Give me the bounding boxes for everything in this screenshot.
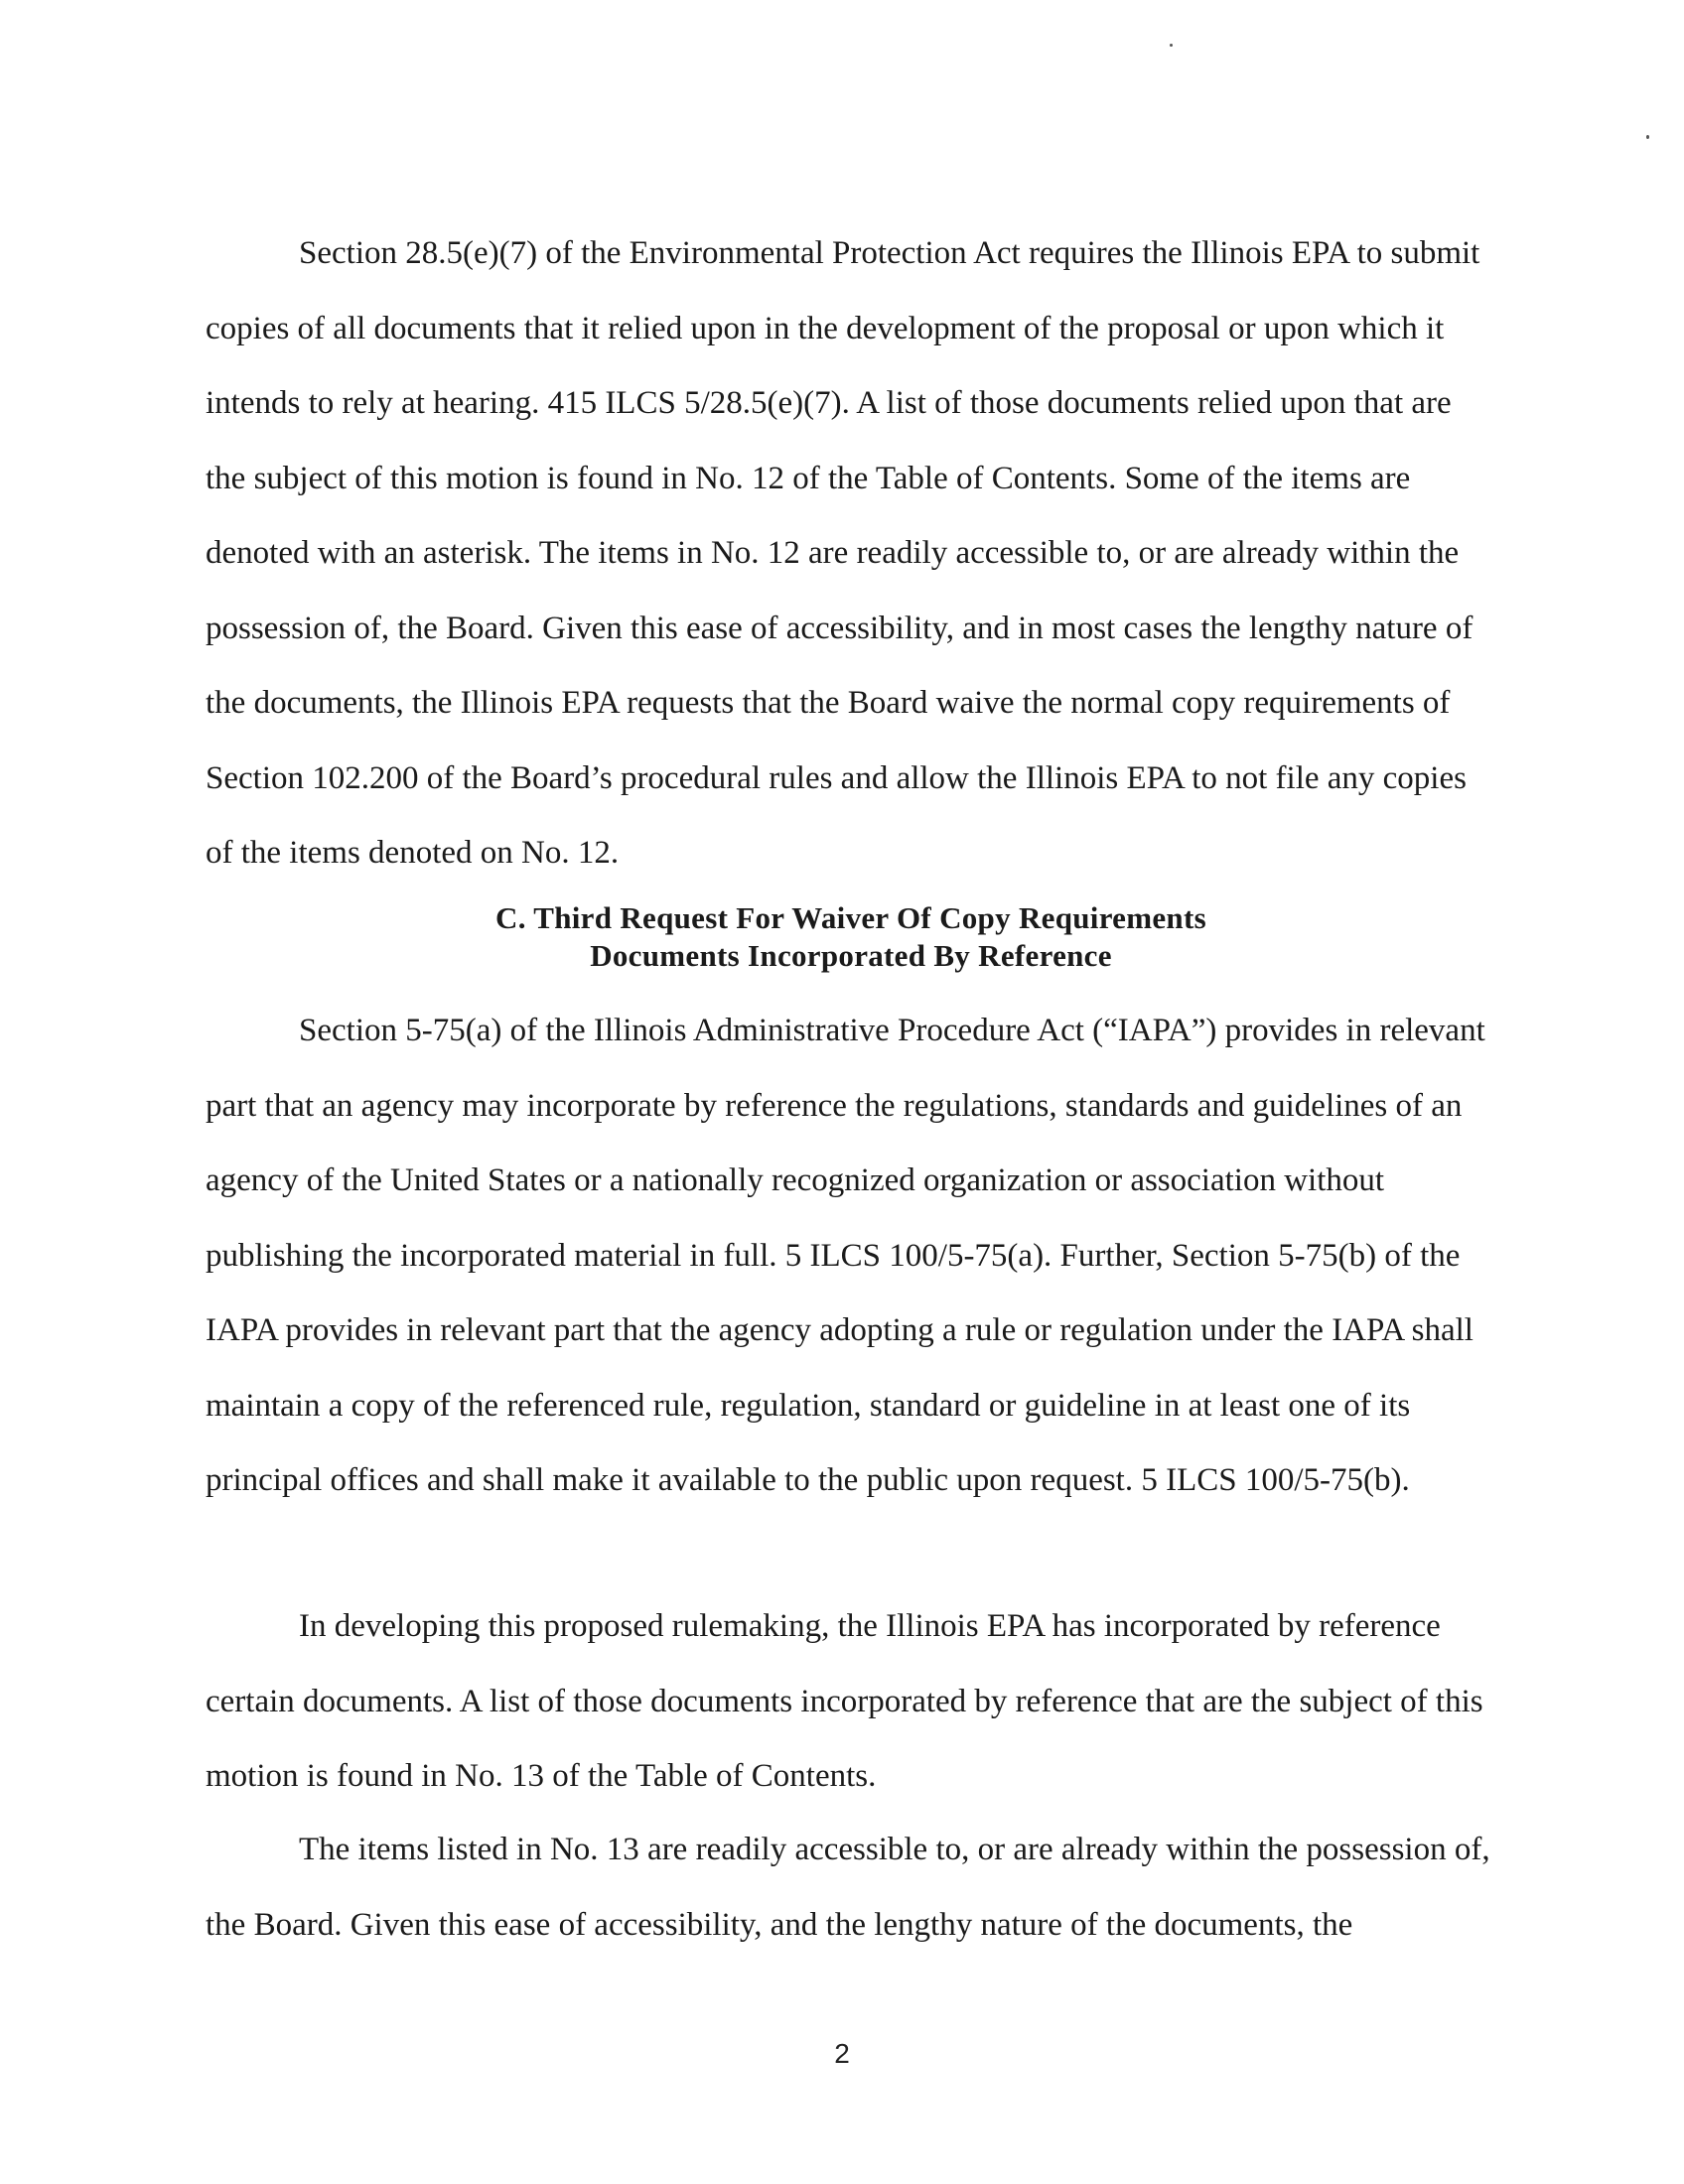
body-paragraph: Section 28.5(e)(7) of the Environmental Protection Act requires the Illinois EPA to submit copies of all documents that it relied upon in the development of the proposal or upon which it intends to rely at hearing. 415 ILCS 5/28.5(e)(7). A list of those documents relied upon that are the subject of this motion is found in No. 12 of the Table of Contents. Some of the items are denoted with an asterisk. The items in No. 12 are readily accessible to, or are already within the possession of, the Board. Given this ease of accessibility, and in most cases the lengthy nature of the documents, the Illinois EPA requests that the Board waive the normal copy requirements of Section 102.200 of the Board’s procedural rules and allow the Illinois EPA to not file any copies of the items denoted on No. 12.	[206, 235, 1480, 871]
body-paragraph-block	[206, 1813, 1496, 1963]
section-heading	[206, 899, 1496, 975]
section-heading-line: C. Third Request For Waiver Of Copy Requirements	[495, 900, 1206, 935]
body-paragraph: In developing this proposed rulemaking, the Illinois EPA has incorporated by reference certain documents. A list of those documents incorporated by reference that are the subject of this motion is found in No. 13 of the Table of Contents.	[206, 1608, 1483, 1794]
scan-speck	[1170, 44, 1173, 47]
scan-speck	[1646, 135, 1649, 139]
body-paragraph-block	[206, 994, 1496, 1519]
body-paragraph-block	[206, 1589, 1496, 1815]
body-paragraph: The items listed in No. 13 are readily accessible to, or are already within the possession of, the Board. Given this ease of accessibility, and the lengthy nature of the documents, the	[206, 1832, 1490, 1943]
body-paragraph-block	[206, 216, 1496, 891]
page-number: 2	[834, 2038, 850, 2069]
body-paragraph: Section 5-75(a) of the Illinois Administrative Procedure Act (“IAPA”) provides in relevant part that an agency may incorporate by reference the regulations, standards and guidelines of an agency of the United States or a nationally recognized organization or association without publishing the incorporated material in full. 5 ILCS 100/5-75(a). Further, Section 5-75(b) of the IAPA provides in relevant part that the agency adopting a rule or regulation under the IAPA shall maintain a copy of the referenced rule, regulation, standard or guideline in at least one of its principal offices and shall make it available to the public upon request. 5 ILCS 100/5-75(b).	[206, 1013, 1485, 1498]
section-heading-line: Documents Incorporated By Reference	[590, 938, 1112, 973]
